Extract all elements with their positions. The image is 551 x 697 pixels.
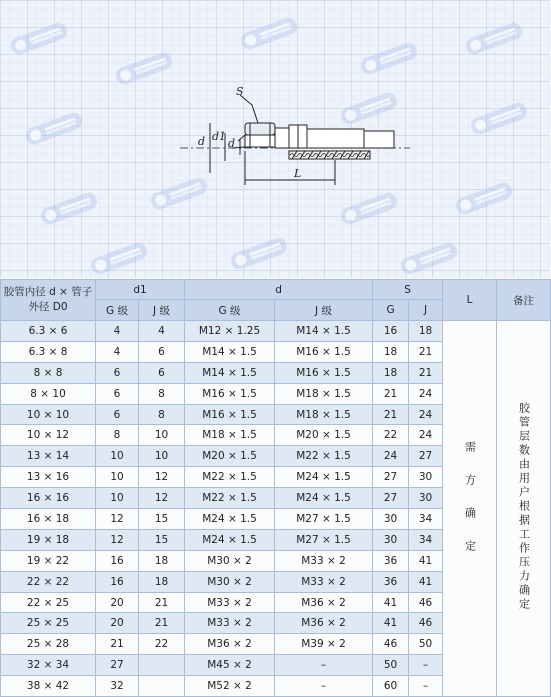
cell-d-g: M14 × 1.5 [185,341,275,362]
spec-table-body [1,321,551,697]
cell-d-g: M22 × 1.5 [185,467,275,488]
watermark-logo [229,236,289,272]
cell-d-j: M39 × 2 [275,634,373,655]
table-row [1,321,551,342]
cell-s-j: – [409,676,443,697]
watermark-logo [469,101,529,137]
cell-d-j: – [275,655,373,676]
cell-size: 19 × 22 [1,550,96,571]
remark-note: 胶管层数由用户根据工作压力确定 [517,402,531,613]
cell-s-j: 30 [409,467,443,488]
cell-s-g: 18 [373,362,409,383]
cell-d1-j: 8 [139,404,185,425]
cell-d1-g: 21 [96,634,139,655]
cell-s-g: 30 [373,529,409,550]
cell-d1-g: 20 [96,613,139,634]
cell-d-j: M16 × 1.5 [275,341,373,362]
cell-size: 6.3 × 6 [1,321,96,342]
cell-d1-g: 32 [96,676,139,697]
cell-d1-j: 18 [139,550,185,571]
watermark-logo [24,111,84,147]
cell-s-g: 30 [373,509,409,530]
cell-s-j: – [409,655,443,676]
cell-d-g: M22 × 1.5 [185,488,275,509]
cell-d-j: – [275,676,373,697]
cell-s-j: 24 [409,425,443,446]
cell-s-j: 46 [409,592,443,613]
cell-d1-j: 6 [139,362,185,383]
watermark-logo [89,241,149,277]
cell-d-g: M45 × 2 [185,655,275,676]
cell-d-g: M33 × 2 [185,592,275,613]
cell-d1-g: 12 [96,509,139,530]
cell-s-j: 34 [409,529,443,550]
cell-size: 25 × 28 [1,634,96,655]
cell-d1-j: 12 [139,488,185,509]
cell-d-g: M30 × 2 [185,571,275,592]
cell-size: 22 × 25 [1,592,96,613]
watermark-logo [9,21,69,57]
cell-d-g: M30 × 2 [185,550,275,571]
cell-s-g: 50 [373,655,409,676]
watermark-logo [399,241,459,277]
cell-d-g: M16 × 1.5 [185,404,275,425]
cell-d1-g: 27 [96,655,139,676]
cell-s-g: 46 [373,634,409,655]
cell-d1-j: 10 [139,446,185,467]
watermark-logo [114,51,174,87]
cell-d-j: M22 × 1.5 [275,446,373,467]
cell-d1-j: 18 [139,571,185,592]
cell-size: 16 × 16 [1,488,96,509]
cell-d1-j [139,655,185,676]
cell-d-j: M18 × 1.5 [275,404,373,425]
cell-s-g: 27 [373,467,409,488]
d1-header: d1 [96,280,185,300]
d1-j-header: J 级 [139,300,185,321]
cell-d1-g: 10 [96,488,139,509]
cell-s-j: 34 [409,509,443,530]
cell-s-g: 21 [373,383,409,404]
cell-s-j: 21 [409,341,443,362]
d1-g-header: G 级 [96,300,139,321]
cell-size: 13 × 14 [1,446,96,467]
cell-d1-g: 6 [96,362,139,383]
dim-l-label: L [294,167,302,180]
cell-d-j: M24 × 1.5 [275,488,373,509]
dim-d1-label: d1 [212,130,227,143]
cell-s-g: 41 [373,592,409,613]
hose-size-header: 胶管内径 d × 管子外径 D0 [1,280,96,321]
l-note-cell [443,321,497,697]
cell-d1-j: 6 [139,341,185,362]
cell-d-g: M24 × 1.5 [185,509,275,530]
cell-size: 10 × 10 [1,404,96,425]
cell-size: 32 × 34 [1,655,96,676]
remark-header: 备注 [497,280,551,321]
cell-d-j: M14 × 1.5 [275,321,373,342]
cell-s-g: 16 [373,321,409,342]
cell-d-g: M52 × 2 [185,676,275,697]
cell-size: 38 × 42 [1,676,96,697]
cell-s-g: 36 [373,550,409,571]
cell-size: 8 × 8 [1,362,96,383]
watermark-logo [454,181,514,217]
cell-d-j: M18 × 1.5 [275,383,373,404]
hose-fitting-drawing [170,85,420,205]
dim-dn-label: d [228,137,236,150]
cell-d1-g: 20 [96,592,139,613]
cell-d1-g: 16 [96,550,139,571]
cell-size: 10 × 12 [1,425,96,446]
cell-d-g: M24 × 1.5 [185,529,275,550]
cell-d1-j: 4 [139,321,185,342]
cell-d1-j: 21 [139,613,185,634]
cell-d1-j: 15 [139,509,185,530]
cell-s-j: 50 [409,634,443,655]
watermark-logo [359,41,419,77]
cell-d-g: M20 × 1.5 [185,446,275,467]
cell-d-j: M36 × 2 [275,592,373,613]
l-header: L [443,280,497,321]
cell-d1-j: 21 [139,592,185,613]
cell-d1-g: 16 [96,571,139,592]
s-header: S [373,280,443,300]
cell-size: 6.3 × 8 [1,341,96,362]
cell-d-j: M27 × 1.5 [275,509,373,530]
dim-s-label: S [236,85,244,98]
cell-d1-j: 12 [139,467,185,488]
fitting-spec-table [0,279,551,697]
s-g-header: G [373,300,409,321]
cell-d-j: M24 × 1.5 [275,467,373,488]
cell-s-j: 21 [409,362,443,383]
cell-s-j: 46 [409,613,443,634]
cell-size: 13 × 16 [1,467,96,488]
s-j-header: J [409,300,443,321]
cell-d1-g: 10 [96,446,139,467]
cell-d-j: M33 × 2 [275,571,373,592]
cell-s-g: 18 [373,341,409,362]
watermark-logo [239,16,299,52]
cell-d-j: M27 × 1.5 [275,529,373,550]
cell-d1-g: 4 [96,321,139,342]
d-header: d [185,280,373,300]
cell-d1-j: 8 [139,383,185,404]
cell-s-g: 60 [373,676,409,697]
cell-d1-g: 10 [96,467,139,488]
cell-d1-g: 8 [96,425,139,446]
remark-note-cell [497,321,551,697]
cell-d1-g: 12 [96,529,139,550]
cell-d-j: M16 × 1.5 [275,362,373,383]
watermark-logo [464,21,524,57]
cell-d1-j [139,676,185,697]
fitting-drawing-area [0,0,550,278]
dim-d-label: d [198,135,206,148]
cell-s-g: 36 [373,571,409,592]
d-j-header: J 级 [275,300,373,321]
cell-s-g: 41 [373,613,409,634]
cell-s-g: 21 [373,404,409,425]
cell-d-g: M36 × 2 [185,634,275,655]
cell-d-g: M33 × 2 [185,613,275,634]
cell-s-g: 27 [373,488,409,509]
cell-d-g: M12 × 1.25 [185,321,275,342]
cell-size: 16 × 18 [1,509,96,530]
cell-size: 8 × 10 [1,383,96,404]
cell-s-j: 41 [409,550,443,571]
cell-d-g: M16 × 1.5 [185,383,275,404]
cell-s-j: 24 [409,404,443,425]
cell-d-g: M14 × 1.5 [185,362,275,383]
cell-s-g: 22 [373,425,409,446]
cell-s-j: 41 [409,571,443,592]
cell-d1-j: 22 [139,634,185,655]
cell-s-j: 30 [409,488,443,509]
cell-s-j: 27 [409,446,443,467]
cell-d1-g: 4 [96,341,139,362]
l-note: 需方确定 [463,441,477,574]
cell-s-j: 24 [409,383,443,404]
cell-d1-j: 10 [139,425,185,446]
watermark-logo [39,191,99,227]
cell-size: 19 × 18 [1,529,96,550]
cell-d1-g: 6 [96,404,139,425]
cell-d-j: M36 × 2 [275,613,373,634]
cell-d1-g: 6 [96,383,139,404]
cell-d-g: M18 × 1.5 [185,425,275,446]
cell-s-j: 18 [409,321,443,342]
cell-d-j: M33 × 2 [275,550,373,571]
cell-size: 25 × 25 [1,613,96,634]
cell-size: 22 × 22 [1,571,96,592]
d-g-header: G 级 [185,300,275,321]
cell-d-j: M20 × 1.5 [275,425,373,446]
cell-s-g: 24 [373,446,409,467]
cell-d1-j: 15 [139,529,185,550]
